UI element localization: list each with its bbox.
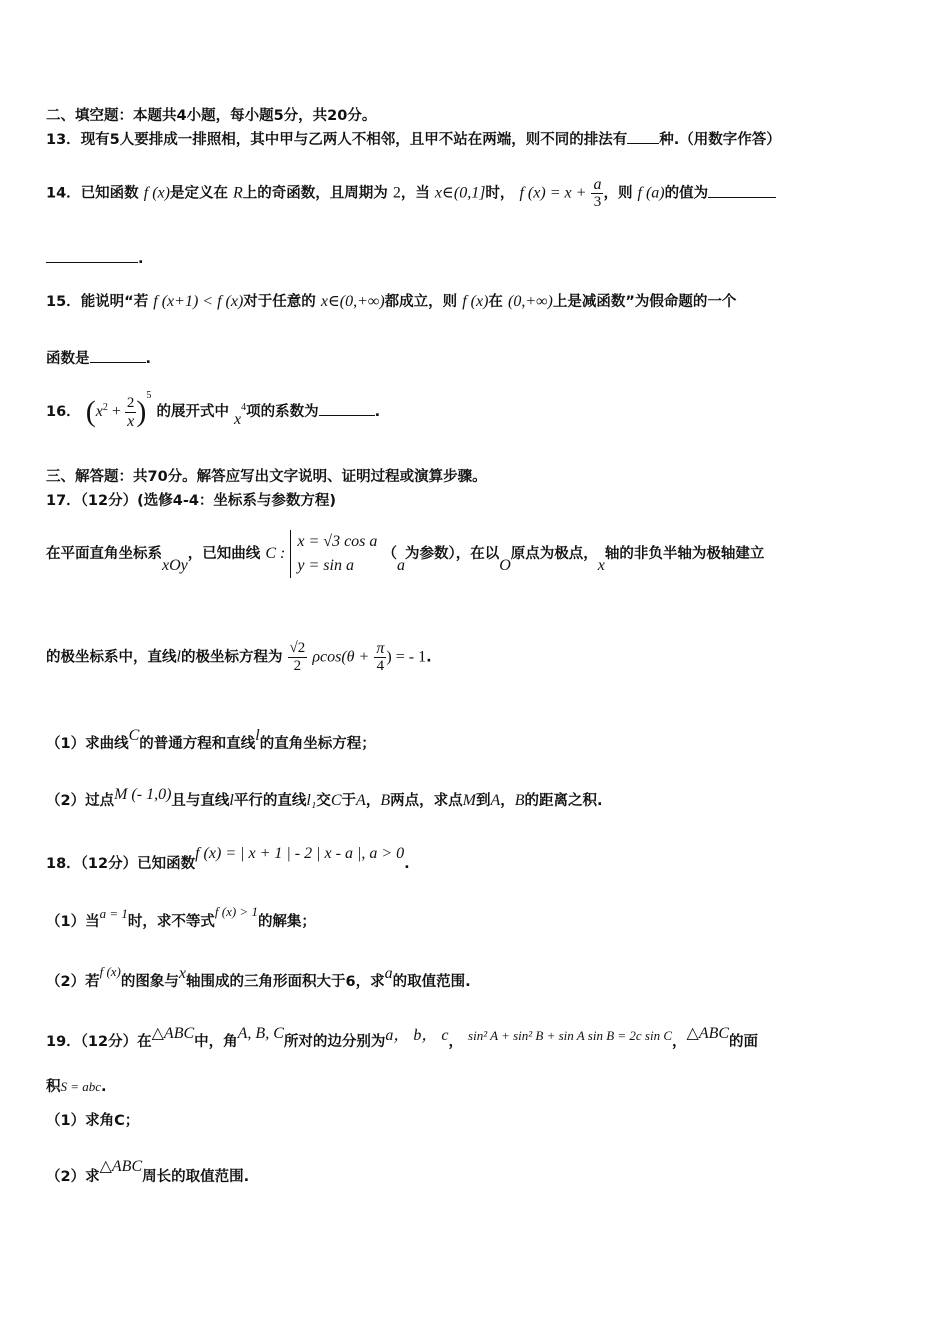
- section3-header: 三、解答题：共70分。解答应写出文字说明、证明过程或演算步骤。: [46, 469, 487, 485]
- question-19-part1: （1）求角C；: [46, 1113, 140, 1129]
- question-15-continued: 函数是 .: [46, 351, 152, 367]
- question-19-continued: 积S = abc.: [46, 1079, 107, 1095]
- answer-blank: [319, 403, 375, 416]
- answer-blank: [46, 250, 138, 263]
- answer-blank: [708, 185, 776, 198]
- question-19: 19．（12分）在△ABC中，角A, B, C所对的边分别为a， b， c， sin² A + sin² B + sin A sin B = 2c sin C，△ABC的面: [46, 1025, 759, 1050]
- answer-blank: [627, 131, 659, 144]
- question-15: 15．能说明“若 f (x+1) < f (x)对于任意的 x∈(0,+∞)都成立，则 f (x)在 (0,+∞)上是减函数”为假命题的一个: [46, 293, 737, 310]
- question-17-polar: 的极坐标系中，直线l的极坐标方程为 $\frac{√2}{2}$ ρcos(θ + $\frac{\pi}{4}$ ) = - 1.: [46, 640, 432, 674]
- question-14: 14．已知函数 f (x)是定义在 R上的奇函数，且周期为 2，当 x∈(0,1]时， f (x) = x + $\frac{a}{3}$ ，则 f (a)的值为: [46, 176, 776, 211]
- parametric-system: x = √3 cos a y = sin a: [290, 530, 377, 578]
- question-16: 16． ($x^2$ + $\frac{2}{x}$ )$^5$ 的展开式中 $x^4$项的系数为 .: [46, 390, 381, 430]
- question-17-part1: （1）求曲线C的普通方程和直线l的直角坐标方程；: [46, 727, 376, 752]
- question-18-part1: （1）当a = 1时，求不等式f (x) > 1的解集；: [46, 904, 316, 930]
- fraction: $\frac{2}{x}$: [126, 394, 135, 430]
- question-18: 18．（12分）已知函数f (x) = | x + 1 | - 2 | x - a |, a > 0.: [46, 845, 410, 872]
- answer-blank: [90, 350, 146, 363]
- fraction: $\frac{√2}{2}$: [289, 640, 306, 674]
- section2-header: 二、填空题：本题共4小题，每小题5分，共20分。: [46, 108, 377, 124]
- fraction: $\frac{\pi}{4}$: [376, 640, 385, 674]
- question-18-part2: （2）若f (x)的图象与x轴围成的三角形面积大于6，求a的取值范围.: [46, 964, 471, 990]
- question-17-title: 17．（12分）(选修4-4：坐标系与参数方程): [46, 493, 337, 509]
- question-19-part2: （2）求△ABC周长的取值范围.: [46, 1158, 250, 1185]
- question-14-continued: .: [46, 250, 144, 267]
- question-17-part2: （2）过点M (- 1,0)且与直线l平行的直线l₁交C于A，B两点，求点M到A，B的距离之积.: [46, 786, 603, 809]
- question-13: 13．现有5人要排成一排照相，其中甲与乙两人不相邻，且甲不站在两端，则不同的排法有 种.（用数字作答）: [46, 132, 781, 148]
- fraction: $\frac{a}{3}$: [593, 176, 602, 210]
- question-17-stem: 在平面直角坐标系xOy，已知曲线 C : x = √3 cos a y = sin a （a为参数），在以O原点为极点，x轴的非负半轴为极轴建立: [46, 530, 764, 578]
